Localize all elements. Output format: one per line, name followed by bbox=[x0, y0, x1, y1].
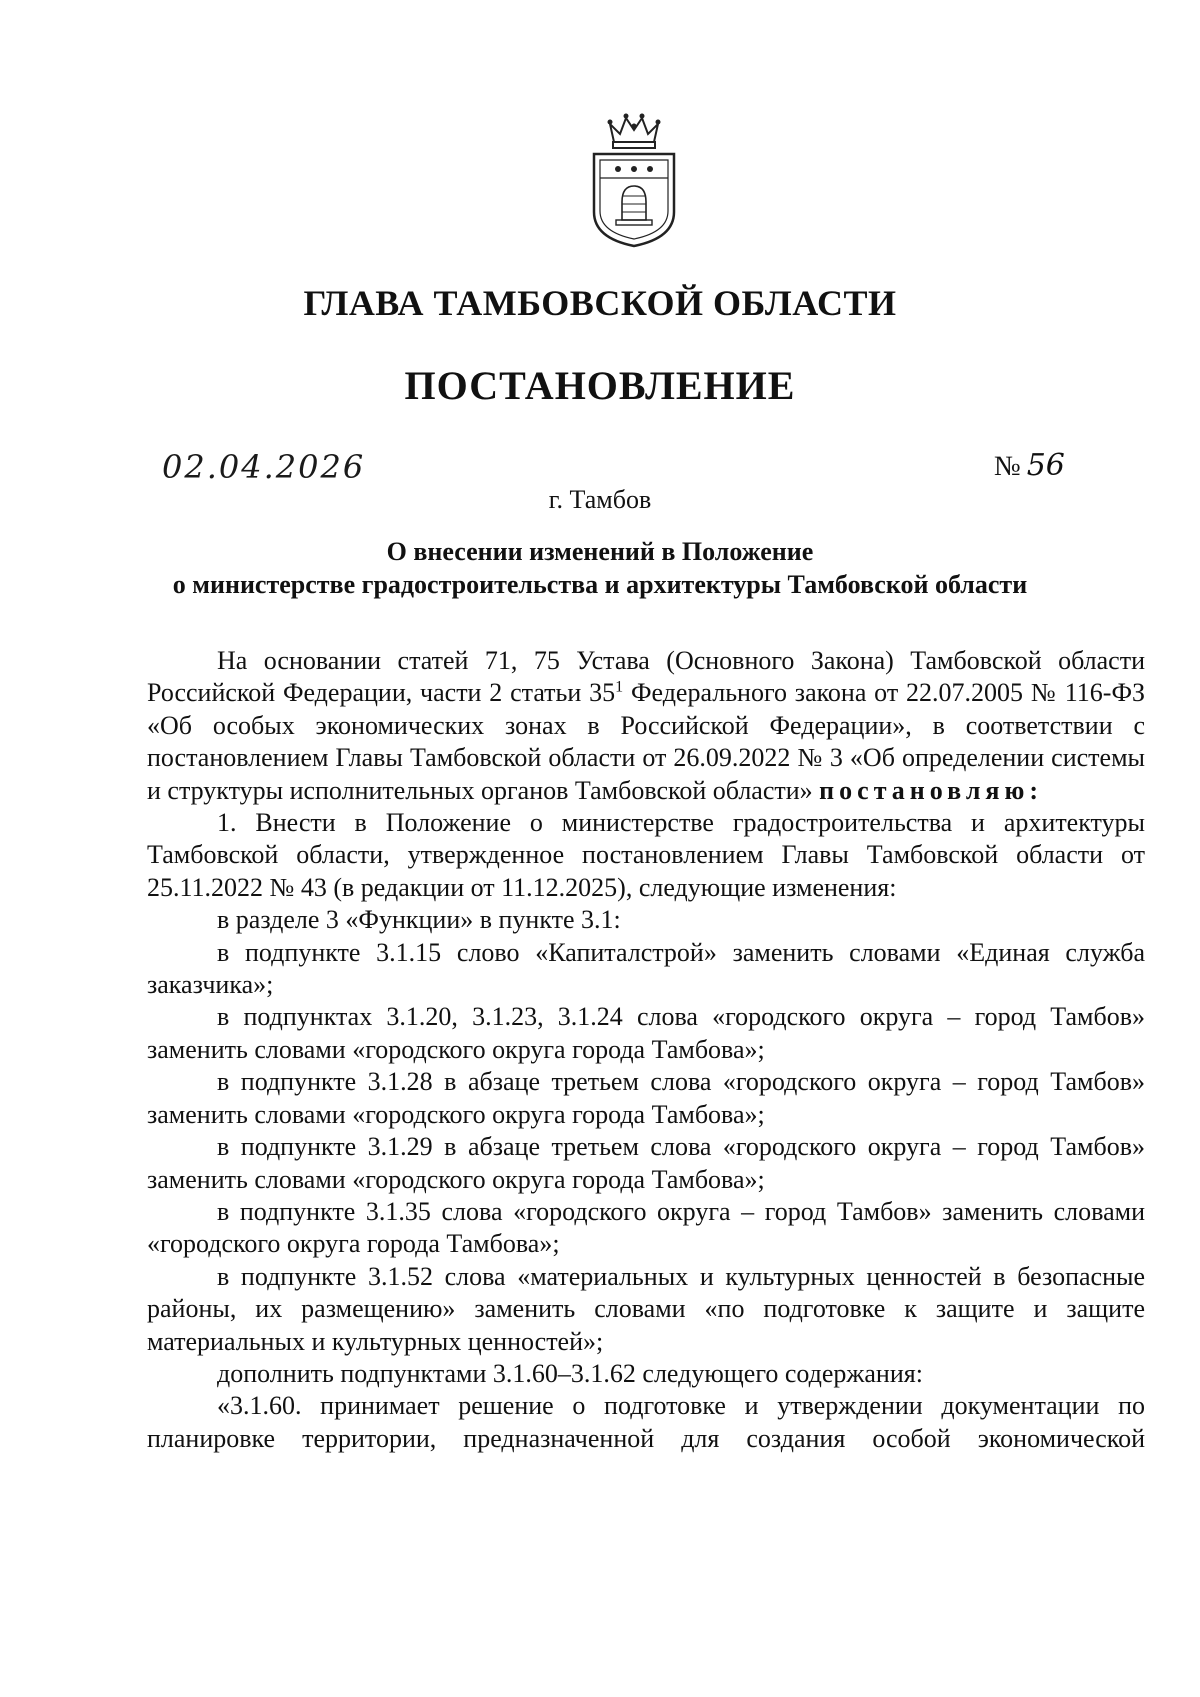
preamble-paragraph bbox=[147, 645, 1145, 807]
number-value: 56 bbox=[1026, 448, 1065, 483]
paragraph: 1. Внести в Положение о министерстве градостроительства и архитектуры Тамбовской области, утвержденное постановлением Главы Тамбовской области от 25.11.2022 № 43 (в редакции от 11.12.2025), следующие изменения: bbox=[147, 808, 1145, 902]
issuing-authority: ГЛАВА ТАМБОВСКОЙ ОБЛАСТИ bbox=[303, 283, 897, 323]
decree-word: постановляю: bbox=[819, 775, 1043, 805]
document-type: ПОСТАНОВЛЕНИЕ bbox=[404, 363, 796, 408]
paragraph: дополнить подпунктами 3.1.60–3.1.62 следующего содержания: bbox=[217, 1358, 923, 1388]
document-date: 02.04.2026 bbox=[162, 448, 366, 486]
document-body bbox=[147, 645, 1145, 1455]
city: г. Тамбов bbox=[548, 485, 652, 514]
document-title bbox=[0, 535, 1200, 601]
article-superscript: 1 bbox=[615, 678, 624, 696]
paragraph: в подпункте 3.1.29 в абзаце третьем слова «городского округа – город Тамбов» заменить словами «городского округа города Тамбова»; bbox=[147, 1132, 1145, 1194]
document-number bbox=[994, 448, 1065, 483]
paragraph: в подпункте 3.1.35 слова «городского округа – город Тамбов» заменить словами «городского округа города Тамбова»; bbox=[147, 1196, 1145, 1259]
preamble-text-b: Федерального закона от 22.07.2005 № 116-ФЗ «Об особых экономических зонах в Российской Федерации», в соответствии с постановлением Главы Тамбовской области от 26.09.2022 № 3 «Об определении системы и структуры исполнительных органов Тамбовской области» bbox=[147, 678, 1146, 805]
paragraph: в подпункте 3.1.52 слова «материальных и культурных ценностей в безопасные районы, их размещению» заменить словами «по подготовке к защите и защите материальных и культурных ценностей»; bbox=[147, 1261, 1145, 1356]
paragraph: «3.1.60. принимает решение о подготовке и утверждении документации по планировке территории, предназначенной для создания особой экономической bbox=[147, 1391, 1145, 1453]
paragraph: в подпункте 3.1.28 в абзаце третьем слова «городского округа – город Тамбов» заменить словами «городского округа города Тамбова»; bbox=[147, 1067, 1145, 1129]
paragraph: в разделе 3 «Функции» в пункте 3.1: bbox=[217, 905, 621, 935]
number-label: № bbox=[994, 451, 1021, 482]
preamble-text-a: На основании статей 71, 75 Устава (Основного Закона) Тамбовской области Российской Федерации, части 2 статьи 35 bbox=[147, 646, 1145, 708]
paragraph: в подпункте 3.1.15 слово «Капиталстрой» заменить словами «Единая служба заказчика»; bbox=[147, 937, 1145, 1000]
title-line-1: О внесении изменений в Положение bbox=[386, 537, 814, 566]
title-line-2: о министерстве градостроительства и архитектуры Тамбовской области bbox=[172, 570, 1028, 599]
paragraph: в подпунктах 3.1.20, 3.1.23, 3.1.24 слова «городского округа – город Тамбов» заменить словами «городского округа города Тамбова»; bbox=[147, 1002, 1145, 1064]
coat-of-arms-emblem bbox=[586, 112, 682, 248]
